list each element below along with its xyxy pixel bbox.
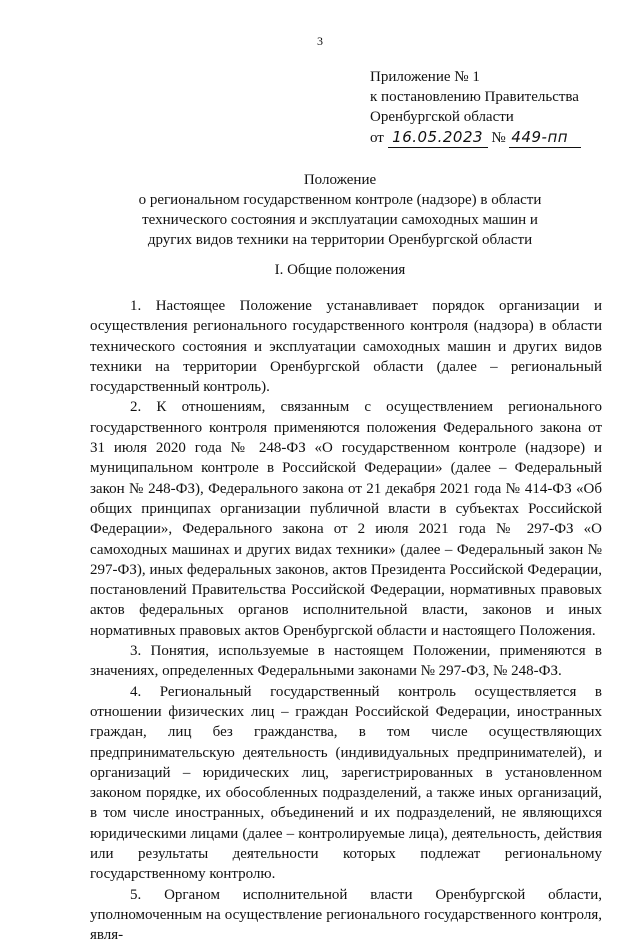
document-title: [60, 170, 620, 250]
appendix-date-line: [370, 127, 581, 148]
paragraph-5: 5. Органом исполнительной власти Оренбургской области, уполномоченным на осуществление регионального государственного контроля, явля-: [90, 886, 602, 944]
appendix-line-1: Приложение № 1: [370, 69, 480, 85]
number-label: №: [491, 130, 506, 146]
title-line-3: технического состояния и эксплуатации самоходных машин и: [142, 212, 538, 228]
title-line-1: Положение: [303, 172, 377, 188]
from-label: от: [370, 130, 384, 146]
appendix-line-3: Оренбургской области: [370, 109, 514, 125]
appendix-block: [370, 67, 581, 148]
paragraph-1: 1. Настоящее Положение устанавливает порядок организации и осуществления регионального государственного контроля (надзора) в области технического состояния и эксплуатации самоходных машин и других видов техники на территории Оренбургской области (далее – региональный государственный контроль).: [90, 298, 602, 396]
handwritten-number: 449-пп: [509, 127, 581, 148]
appendix-line-2: к постановлению Правительства: [370, 89, 579, 105]
title-line-4: других видов техники на территории Оренбургской области: [147, 232, 533, 248]
paragraph-2: 2. К отношениям, связанным с осуществлением регионального государственного контроля применяются положения Федерального закона от 31 июля 2020 года № 248-ФЗ «О государственном контроле (надзоре) и муниципальном контроле в Российской Федерации» (далее – Федеральный закон № 248-ФЗ), Федерального закона от 21 декабря 2021 года № 414-ФЗ «Об общих принципах организации публичной власти в субъектах Российской Федерации», Федерального закона от 2 июля 2021 года № 297-ФЗ «О самоходных машинах и других видах техники» (далее – Федеральный закон № 297-ФЗ), иных федеральных законов, актов Президента Российской Федерации, постановлений Правительства Российской Федерации, нормативных правовых актов федеральных органов исполнительной власти, законов и иных нормативных правовых актов Оренбургской области и настоящего Положения.: [90, 399, 602, 639]
page-number: 3: [317, 34, 323, 48]
paragraph-4: 4. Региональный государственный контроль осуществляется в отношении физических лиц – граждан Российской Федерации, иностранных граждан, лиц без гражданства, в том числе осуществляющих предпринимательскую деятельность (индивидуальных предпринимателей), и организаций – юридических лиц, зарегистрированных в установленном законом порядке, их обособленных подразделений, а также иных организаций, в том числе иностранных, объединений и их подразделений, не являющихся юридическими лицами (далее – контролируемые лица), деятельность, действия или результаты деятельности которых подлежат региональному государственному контролю.: [90, 683, 602, 883]
handwritten-date: 16.05.2023: [388, 127, 488, 148]
section-heading: I. Общие положения: [274, 262, 406, 278]
title-line-2: о региональном государственном контроле (надзоре) в области: [138, 192, 542, 208]
document-body: [90, 296, 602, 946]
paragraph-3: 3. Понятия, используемые в настоящем Положении, применяются в значениях, определенных Федеральными законами № 297-ФЗ, № 248-ФЗ.: [90, 643, 602, 680]
